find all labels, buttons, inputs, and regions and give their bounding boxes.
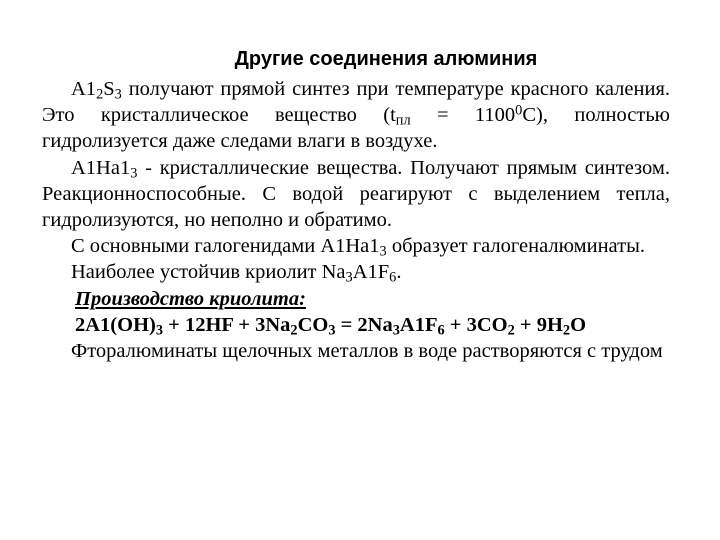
formula-subscript: 3 xyxy=(130,165,138,182)
equation-part: + 3CO xyxy=(444,313,508,336)
equation-subscript: 2 xyxy=(562,322,571,339)
equation-subscript: 3 xyxy=(328,322,336,339)
equation-part: + 12HF + 3Na xyxy=(163,313,291,336)
formula-alhal3 xyxy=(320,235,387,260)
formula-subscript: 2 xyxy=(96,86,104,103)
equation-part: + 9H xyxy=(514,313,563,336)
equation-subscript: 2 xyxy=(290,322,298,339)
formula-subscript: 3 xyxy=(379,243,387,260)
formula-part: A1Ha1 xyxy=(320,235,380,258)
paragraph-text: = 1100 xyxy=(410,104,516,127)
paragraph-text: - кристаллические вещества. Получают прямым синтезом. Реакционноспособные. С водой реагируют с выделением тепла, гидролизуются, но неполно и обратимо. xyxy=(42,156,670,232)
equation-part: O xyxy=(570,313,587,336)
paragraph-fluoroaluminates xyxy=(42,338,670,364)
degree-superscript: 0 xyxy=(515,102,523,119)
formula-part: S xyxy=(103,78,115,100)
paragraph-alhal3 xyxy=(42,155,670,234)
paragraph-al2s3 xyxy=(42,76,670,155)
equation-part: A1F xyxy=(399,313,438,336)
equation-part: = 2Na xyxy=(335,313,393,336)
formula-part: A1F xyxy=(352,261,390,284)
equation-subscript: 3 xyxy=(155,322,164,339)
formula-subscript: 6 xyxy=(389,270,397,286)
equation-subscript: 6 xyxy=(437,322,445,339)
paragraph-cryolite xyxy=(42,259,670,285)
equation-part: 2A1(OH) xyxy=(75,313,156,336)
equation-subscript: 3 xyxy=(392,322,400,339)
formula-al2s3 xyxy=(71,78,122,103)
temperature-subscript: пл xyxy=(395,112,411,129)
paragraph-text: Фторалюминаты щелочных металлов в воде растворяются с трудом xyxy=(71,340,663,363)
paragraph-text: . xyxy=(396,261,402,284)
paragraph-text: образует галогеналюминаты. xyxy=(386,235,645,258)
slide-title: Другие соединения алюминия xyxy=(234,48,538,70)
paragraph-haloaluminates xyxy=(42,233,670,259)
formula-subscript: 3 xyxy=(114,86,122,103)
paragraph-text: C), полностью гидролизуется даже следами влаги в воздухе. xyxy=(42,104,670,153)
equation-part: CO xyxy=(297,313,329,336)
section-heading: Производство криолита: xyxy=(75,287,306,310)
formula-part: A1 xyxy=(71,78,97,100)
paragraph-text: получают прямой синтез при температуре красного каления. Это кристаллическое вещество (t xyxy=(42,78,670,127)
paragraph-text: Наиболее устойчив криолит Na xyxy=(71,261,346,284)
slide-body xyxy=(42,76,670,364)
equation-subscript: 2 xyxy=(507,322,515,339)
paragraph-text: С основными галогенидами xyxy=(71,235,321,258)
chemical-equation xyxy=(42,312,670,338)
paragraph-cryolite-production-heading xyxy=(42,286,670,312)
formula-subscript: 3 xyxy=(345,270,353,286)
formula-alhal3: A1Ha1 xyxy=(71,156,131,179)
